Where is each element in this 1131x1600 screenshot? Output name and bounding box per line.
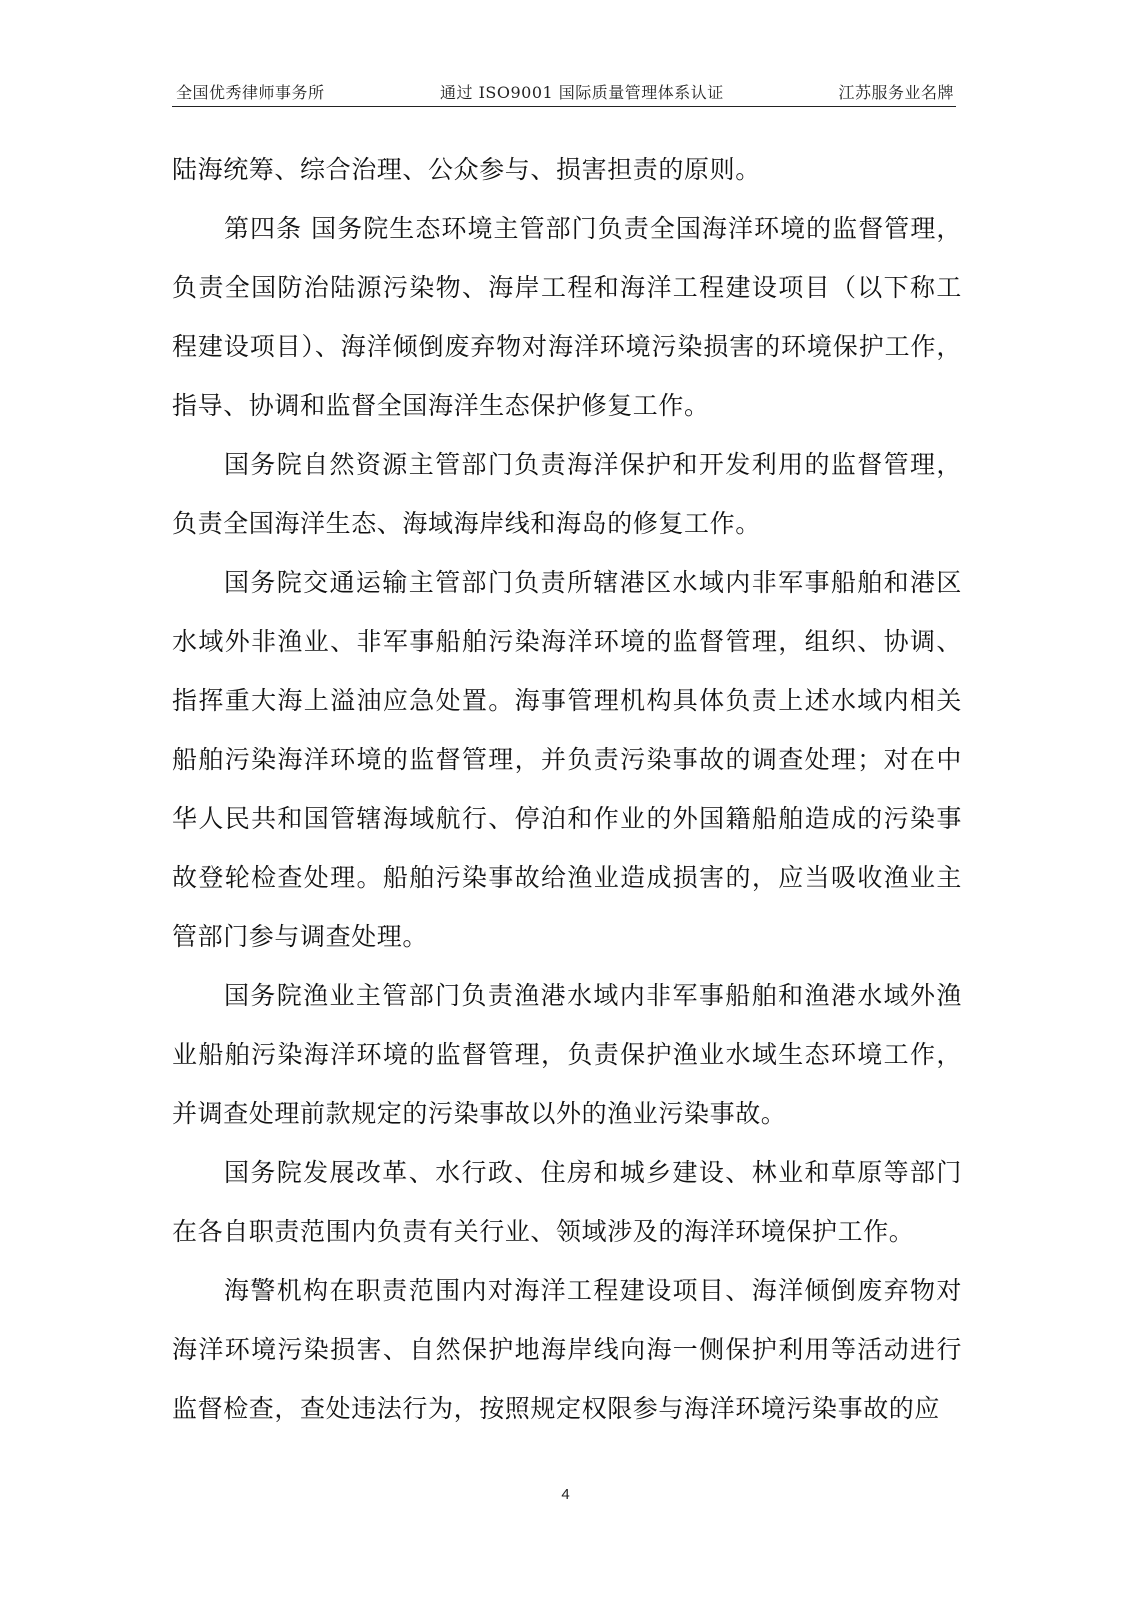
paragraph-other-departments: 国务院发展改革、水行政、住房和城乡建设、林业和草原等部门在各自职责范围内负责有关行业、领域涉及的海洋环境保护工作。 [172,1158,962,1246]
header-certification: 通过 ISO9001 国际质量管理体系认证 [440,83,724,102]
header-firm-title: 全国优秀律师事务所 [176,83,325,102]
paragraph-fishery: 国务院渔业主管部门负责渔港水域内非军事船舶和渔港水域外渔业船舶污染海洋环境的监督管理，负责保护渔业水域生态环境工作，并调查处理前款规定的污染事故以外的渔业污染事故。 [172,981,962,1128]
paragraph-article-4: 第四条 国务院生态环境主管部门负责全国海洋环境的监督管理，负责全国防治陆源污染物、海岸工程和海洋工程建设项目（以下称工程建设项目）、海洋倾倒废弃物对海洋环境污染损害的环境保护工作，指导、协调和监督全国海洋生态保护修复工作。 [172,214,962,420]
paragraph-continuation: 陆海统筹、综合治理、公众参与、损害担责的原则。 [172,155,761,184]
header-brand: 江苏服务业名牌 [838,83,954,102]
paragraph-coast-guard: 海警机构在职责范围内对海洋工程建设项目、海洋倾倒废弃物对海洋环境污染损害、自然保护地海岸线向海一侧保护利用等活动进行监督检查，查处违法行为，按照规定权限参与海洋环境污染事故的应 [172,1276,962,1423]
document-body [172,140,962,1438]
paragraph-natural-resources: 国务院自然资源主管部门负责海洋保护和开发利用的监督管理，负责全国海洋生态、海域海岸线和海岛的修复工作。 [172,450,962,538]
page-header [172,76,956,107]
paragraph-transport: 国务院交通运输主管部门负责所辖港区水域内非军事船舶和港区水域外非渔业、非军事船舶污染海洋环境的监督管理，组织、协调、指挥重大海上溢油应急处置。海事管理机构具体负责上述水域内相关船舶污染海洋环境的监督管理，并负责污染事故的调查处理；对在中华人民共和国管辖海域航行、停泊和作业的外国籍船舶造成的污染事故登轮检查处理。船舶污染事故给渔业造成损害的，应当吸收渔业主管部门参与调查处理。 [172,568,962,951]
page-number: 4 [561,1486,570,1503]
